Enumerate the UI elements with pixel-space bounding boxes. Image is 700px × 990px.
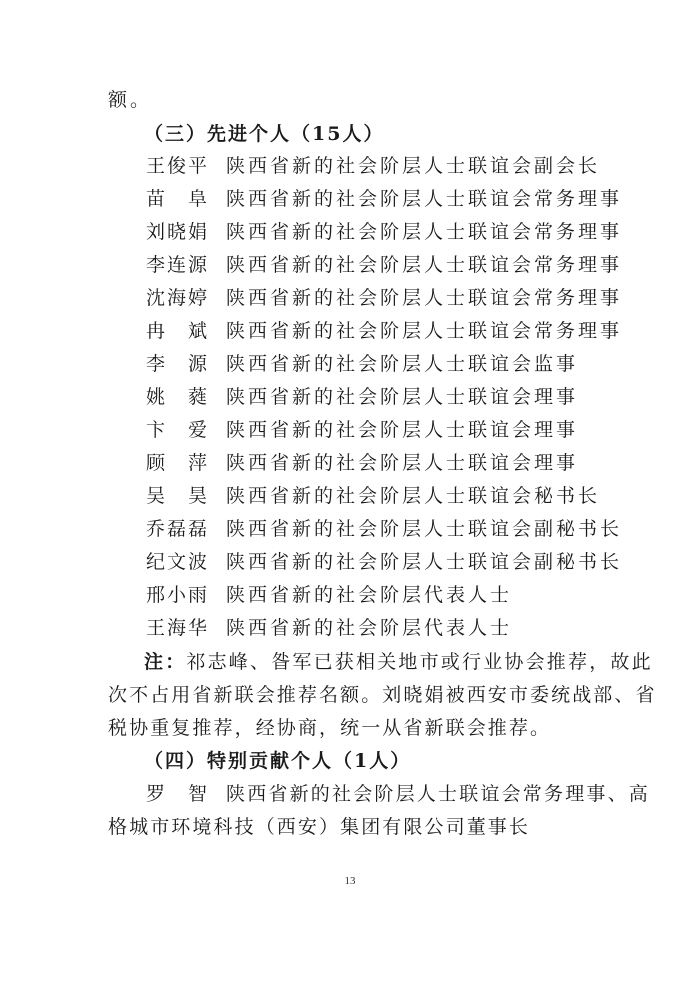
person-name: 邢小雨 [146, 584, 210, 606]
list-item [146, 484, 600, 508]
list-item [146, 517, 622, 541]
person-title: 陕西省新的社会阶层人士联谊会理事 [226, 386, 579, 408]
person-name: 卞 爱 [146, 419, 210, 441]
person-name: 纪文波 [146, 551, 210, 573]
person-name: 王海华 [146, 617, 210, 639]
list-item [146, 418, 578, 442]
person-title: 陕西省新的社会阶层人士联谊会理事 [226, 419, 579, 441]
section4-heading: （四）特别贡献个人（1人） [144, 750, 412, 772]
list-item [146, 286, 622, 310]
person-title: 陕西省新的社会阶层人士联谊会常务理事 [226, 254, 623, 276]
person-name: 乔磊磊 [146, 518, 210, 540]
list-item [146, 352, 578, 376]
person-name: 吴 昊 [146, 485, 210, 507]
person-name: 姚 蕤 [146, 386, 210, 408]
note-text: 税协重复推荐，经协商，统一从省新联会推荐。 [108, 717, 552, 739]
list-item [146, 154, 600, 178]
person-title-continued: 格城市环境科技（西安）集团有限公司董事长 [108, 816, 531, 838]
list-item [146, 451, 578, 475]
person-name: 顾 萍 [146, 452, 210, 474]
intro-tail-text: 额。 [108, 89, 153, 111]
person-name: 李连源 [146, 254, 210, 276]
person-title: 陕西省新的社会阶层人士联谊会副会长 [226, 155, 601, 177]
page-number: 13 [344, 875, 356, 887]
person-title: 陕西省新的社会阶层代表人士 [226, 584, 513, 606]
list-item [146, 220, 622, 244]
person-name: 李 源 [146, 353, 210, 375]
note-label: 注： [144, 651, 187, 673]
person-name: 罗 智 [146, 783, 210, 805]
person-name: 冉 斌 [146, 320, 210, 342]
person-title: 陕西省新的社会阶层人士联谊会副秘书长 [226, 518, 623, 540]
list-item [146, 187, 622, 211]
list-item [146, 385, 578, 409]
person-title: 陕西省新的社会阶层人士联谊会常务理事、高 [226, 783, 651, 805]
person-title: 陕西省新的社会阶层人士联谊会常务理事 [226, 320, 623, 342]
note-paragraph [144, 650, 653, 674]
list-item [146, 550, 622, 574]
person-title: 陕西省新的社会阶层人士联谊会秘书长 [226, 485, 601, 507]
person-title: 陕西省新的社会阶层人士联谊会常务理事 [226, 221, 623, 243]
person-title: 陕西省新的社会阶层代表人士 [226, 617, 513, 639]
list-item [146, 253, 622, 277]
person-title: 陕西省新的社会阶层人士联谊会监事 [226, 353, 579, 375]
list-item [146, 782, 650, 806]
person-title: 陕西省新的社会阶层人士联谊会常务理事 [226, 188, 623, 210]
person-name: 王俊平 [146, 155, 210, 177]
list-item [146, 616, 512, 640]
list-item [146, 319, 622, 343]
person-title: 陕西省新的社会阶层人士联谊会常务理事 [226, 287, 623, 309]
note-text: 祁志峰、昝军已获相关地市或行业协会推荐，故此 [186, 651, 653, 673]
person-title: 陕西省新的社会阶层人士联谊会副秘书长 [226, 551, 623, 573]
person-name: 苗 阜 [146, 188, 210, 210]
person-name: 沈海婷 [146, 287, 210, 309]
person-name: 刘晓娟 [146, 221, 210, 243]
section3-heading: （三）先进个人（15人） [144, 123, 385, 145]
note-text: 次不占用省新联会推荐名额。刘晓娟被西安市委统战部、省 [108, 684, 657, 706]
list-item [146, 583, 512, 607]
person-title: 陕西省新的社会阶层人士联谊会理事 [226, 452, 579, 474]
